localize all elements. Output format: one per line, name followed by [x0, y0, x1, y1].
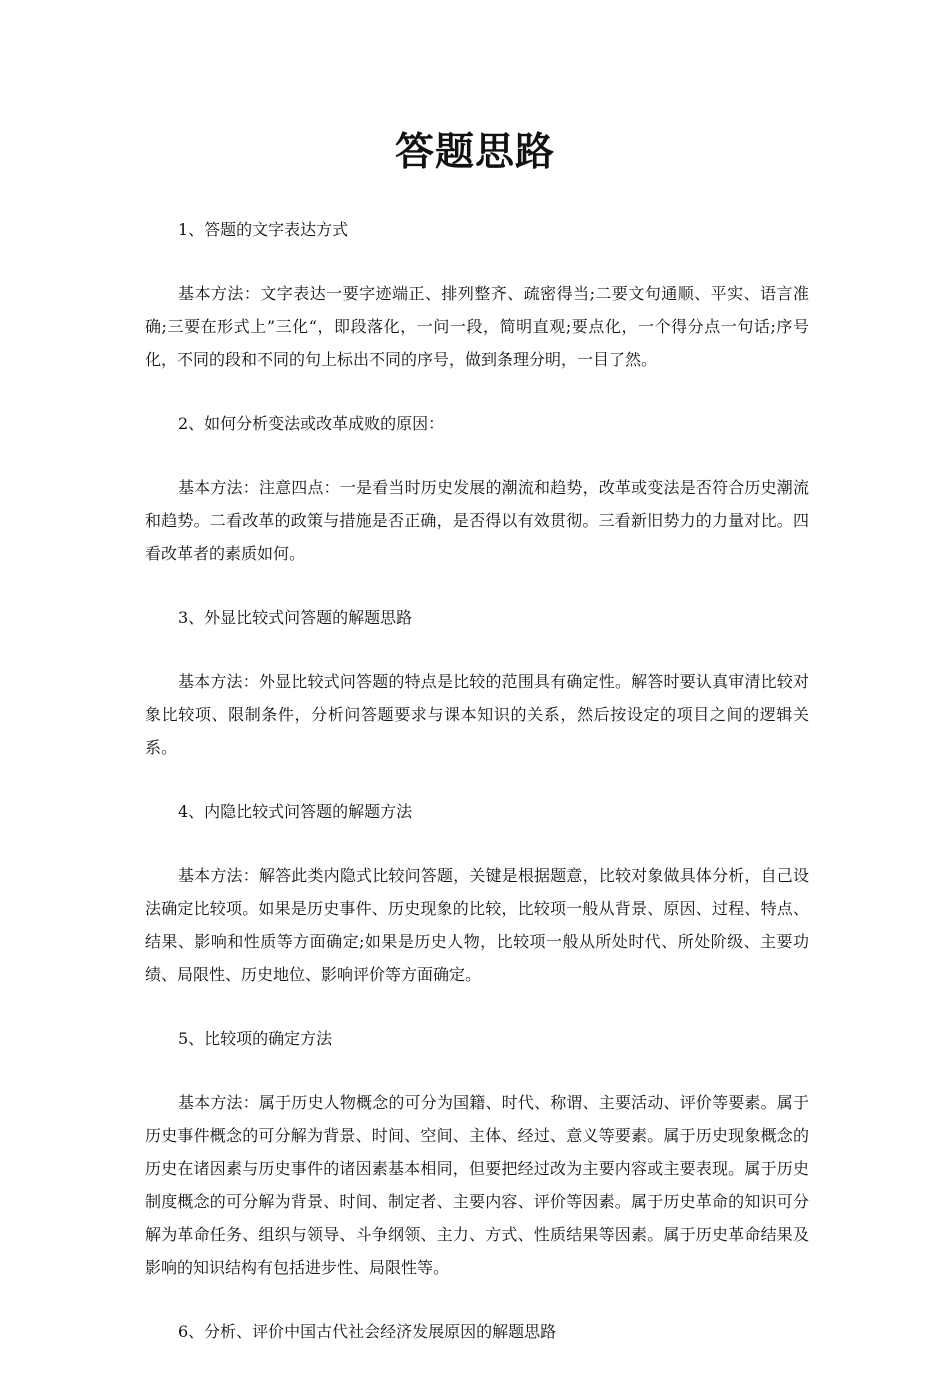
section-body-4: 基本方法：解答此类内隐式比较问答题，关键是根据题意，比较对象做具体分析，自己设法确定比较项。如果是历史事件、历史现象的比较，比较项一般从背景、原因、过程、特点、结果、影响和性质等方面确定;如果是历史人物，比较项一般从所处时代、所处阶级、主要功绩、局限性、历史地位、影响评价等方面确定。: [145, 866, 809, 984]
section-heading-5: 5、比较项的确定方法: [178, 1029, 333, 1048]
section-heading-6: 6、分析、评价中国古代社会经济发展原因的解题思路: [178, 1322, 557, 1341]
document-body: [145, 213, 809, 1379]
section-body-5: 基本方法：属于历史人物概念的可分为国籍、时代、称谓、主要活动、评价等要素。属于历史事件概念的可分解为背景、时间、空间、主体、经过、意义等要素。属于历史现象概念的历史在诸因素与历史事件的诸因素基本相同，但要把经过改为主要内容或主要表现。属于历史制度概念的可分解为背景、时间、制定者、主要内容、评价等因素。属于历史革命的知识可分解为革命任务、组织与领导、斗争纲领、主力、方式、性质结果等因素。属于历史革命结果及影响的知识结构有包括进步性、局限性等。: [145, 1093, 809, 1277]
section-body-1: 基本方法：文字表达一要字迹端正、排列整齐、疏密得当;二要文句通顺、平实、语言准确;三要在形式上”三化“，即段落化，一问一段，简明直观;要点化，一个得分点一句话;序号化，不同的段和不同的句上标出不同的序号，做到条理分明，一目了然。: [145, 284, 809, 369]
section-heading-2: 2、如何分析变法或改革成败的原因：: [178, 414, 445, 433]
section-heading-1: 1、答题的文字表达方式: [178, 220, 349, 239]
section-body-3: 基本方法：外显比较式问答题的特点是比较的范围具有确定性。解答时要认真审清比较对象比较项、限制条件，分析问答题要求与课本知识的关系，然后按设定的项目之间的逻辑关系。: [145, 672, 809, 757]
section-body-2: 基本方法：注意四点：一是看当时历史发展的潮流和趋势，改革或变法是否符合历史潮流和趋势。二看改革的政策与措施是否正确，是否得以有效贯彻。三看新旧势力的力量对比。四看改革者的素质如何。: [145, 478, 809, 563]
section-heading-3: 3、外显比较式问答题的解题思路: [178, 608, 413, 627]
page-title: 答题思路: [394, 129, 555, 175]
section-heading-4: 4、内隐比较式问答题的解题方法: [178, 802, 413, 821]
